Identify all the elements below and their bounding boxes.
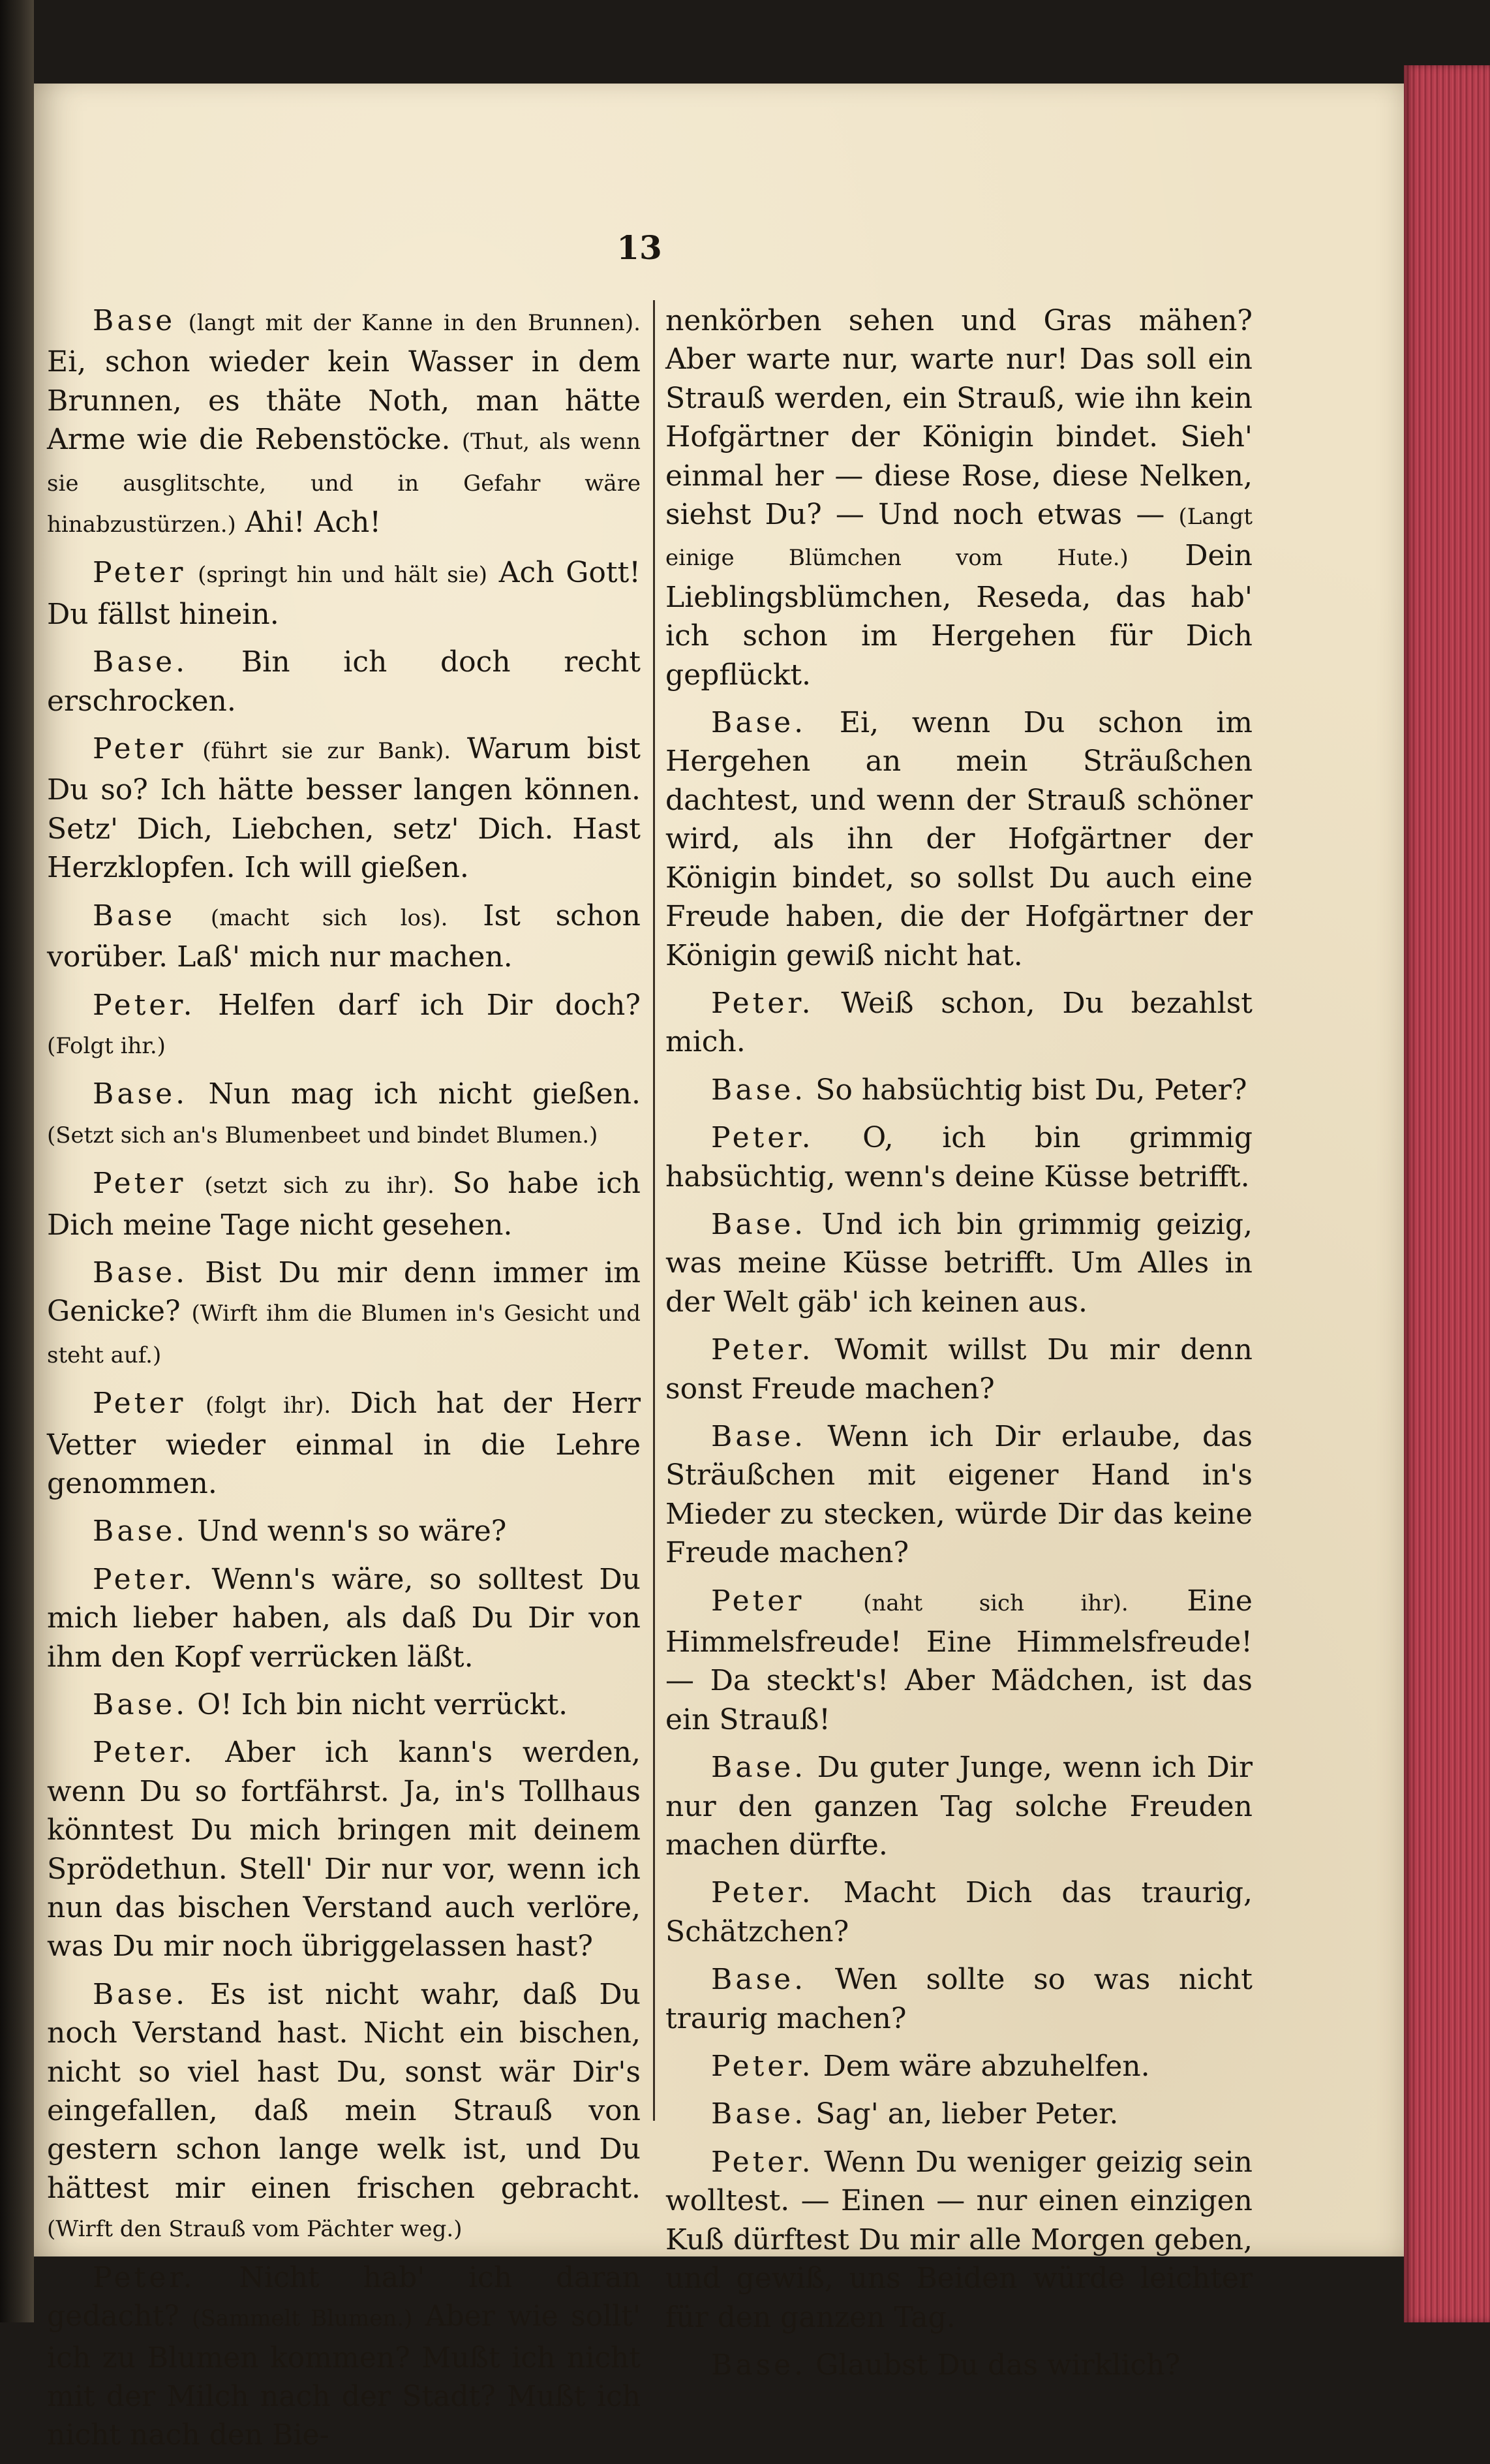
speaker-name: Base. [711, 1073, 807, 1107]
dialogue-text: Nicht hab' ich daran gedacht? [47, 2260, 641, 2333]
dialogue-paragraph [47, 1512, 641, 1550]
speaker-name: Peter. [711, 2050, 814, 2084]
speaker-name: Peter. [711, 1876, 814, 1910]
speaker-name: Base. [93, 1515, 189, 1548]
speaker-name: Peter. [93, 1736, 196, 1770]
dialogue-text: Womit willst Du mir denn sonst Freude machen? [665, 1333, 1253, 1406]
dialogue-text: So habsüchtig bist Du, Peter? [815, 1073, 1247, 1107]
speaker-name: Peter. [93, 2260, 196, 2294]
dialogue-paragraph [47, 986, 641, 1066]
stage-direction: (Wirft ihm die Blumen in's Gesicht und steht auf.) [47, 1301, 641, 1368]
dialogue-text: Du guter Junge, wenn ich Dir nur den ganzen Tag solche Freuden machen dürfte. [665, 1751, 1253, 1862]
speaker-name: Peter. [93, 1562, 196, 1596]
dialogue-paragraph [665, 1873, 1253, 1951]
dialogue-text: Weiß schon, Du bezahlst mich. [665, 986, 1253, 1059]
speaker-name: Peter. [711, 1121, 814, 1155]
dialogue-paragraph [665, 1205, 1253, 1321]
dialogue-paragraph [665, 1582, 1253, 1740]
dialogue-paragraph [665, 2143, 1253, 2337]
dialogue-paragraph [665, 1417, 1253, 1573]
stage-direction: (Wirft den Strauß vom Pächter weg.) [47, 2216, 463, 2243]
dialogue-text: Ei, wenn Du schon im Hergehen an mein Sträußchen dachtest, und wenn der Strauß schöner wird, als ihn der Hofgärtner der Königin bindet, so sollst Du auch eine Freude haben, die der Hofgärtner der Königin gewiß nicht hat. [665, 706, 1253, 972]
dialogue-paragraph [665, 2095, 1253, 2133]
speaker-name: Peter [93, 1387, 187, 1421]
dialogue-text: Dein Lieblingsblümchen, Reseda, das hab' ich schon im Hergehen für Dich gepflückt. [665, 539, 1253, 692]
dialogue-paragraph [665, 1071, 1253, 1109]
dialogue-paragraph [47, 1075, 641, 1155]
stage-direction: (springt hin und hält sie) [198, 562, 488, 589]
speaker-name: Base. [711, 706, 807, 740]
dialogue-paragraph [665, 1331, 1253, 1408]
speaker-name: Peter [711, 1584, 805, 1618]
column-divider [653, 300, 655, 2121]
dialogue-text: Warum bist Du so? Ich hätte besser langen können. Setz' Dich, Liebchen, setz' Dich. Hast Herzklopfen. Ich will gießen. [47, 732, 641, 885]
stage-direction: (führt sie zur Bank). [202, 738, 451, 765]
dialogue-paragraph [47, 897, 641, 977]
dialogue-paragraph [47, 1733, 641, 1965]
dialogue-paragraph [47, 1560, 641, 1676]
dialogue-text: Wen sollte so was nicht traurig machen? [665, 1963, 1253, 2035]
stage-direction: (Langt einige Blümchen vom Hute.) [665, 504, 1253, 572]
dialogue-paragraph [47, 730, 641, 887]
stage-direction: (folgt ihr). [205, 1393, 331, 1419]
dialogue-text: Und ich bin grimmig geizig, was meine Küsse betrifft. Um Alles in der Welt gäb' ich keinen aus. [665, 1207, 1253, 1319]
dialogue-paragraph [47, 643, 641, 720]
speaker-name: Peter [93, 732, 187, 766]
dialogue-paragraph [47, 1686, 641, 1724]
right-column [665, 301, 1253, 2394]
speaker-name: Base. [93, 645, 189, 679]
dialogue-text: Es ist nicht wahr, daß Du noch Verstand hast. Nicht ein bischen, nicht so viel hast Du, sonst wär Dir's eingefallen, daß mein Strauß von gestern schon lange welk ist, und Du hättest mir einen frischen gebracht. [47, 1977, 641, 2205]
dialogue-text: Wenn Du weniger geizig sein wolltest. — Einen — nur einen einzigen Kuß dürftest Du mir alle Morgen geben, und gewiß, uns Beiden würde leichter für den ganzen Tag. [665, 2145, 1253, 2334]
dialogue-paragraph [47, 2258, 641, 2455]
dialogue-text: Wenn ich Dir erlaube, das Sträußchen mit eigener Hand in's Mieder zu stecken, würde Dir das keine Freude machen? [665, 1419, 1253, 1570]
speaker-name: Peter. [711, 1333, 814, 1367]
speaker-name: Peter. [711, 2145, 814, 2179]
dialogue-paragraph [47, 1975, 641, 2249]
dialogue-text: Nun mag ich nicht gießen. [208, 1077, 641, 1111]
speaker-name: Base. [711, 1419, 807, 1453]
page-edges-red [1404, 65, 1490, 2322]
dialogue-paragraph [665, 1960, 1253, 2038]
dialogue-text: Ist schon vorüber. Laß' mich nur machen. [47, 899, 641, 974]
speaker-name: Base. [93, 1977, 189, 2011]
dialogue-text: nenkörben sehen und Gras mähen? Aber warte nur, warte nur! Das soll ein Strauß werden, ein Strauß, wie ihn kein Hofgärtner der Königin bindet. Sieh' einmal her — diese Rose, diese Nelken, siehst Du? — Und noch etwas — [665, 304, 1253, 532]
speaker-name: Peter. [93, 988, 196, 1022]
speaker-name: Base. [93, 1688, 189, 1721]
speaker-name: Peter. [711, 986, 814, 1020]
dialogue-text: Dich hat der Herr Vetter wieder einmal in die Lehre genommen. [47, 1387, 641, 1500]
dialogue-text: Aber ich kann's werden, wenn Du so fortfährst. Ja, in's Tollhaus könntest Du mich bringen mit deinem Sprödethun. Stell' Dir nur vor, wenn ich nun das bischen Verstand auch verlöre, was Du mir noch übriggelassen hast? [47, 1736, 641, 1964]
dialogue-text: Eine Himmelsfreude! Eine Himmelsfreude! — Da steckt's! Aber Mädchen, ist das ein Strauß! [665, 1584, 1253, 1736]
dialogue-text: Ahi! Ach! [245, 506, 382, 540]
dialogue-text: Sag' an, lieber Peter. [815, 2097, 1119, 2131]
dialogue-text: O, ich bin grimmig habsüchtig, wenn's deine Küsse betrifft. [665, 1121, 1253, 1194]
speaker-name: Peter [93, 556, 187, 590]
speaker-name: Base. [711, 1963, 807, 1997]
speaker-name: Base. [93, 1255, 189, 1289]
dialogue-text: Aber wie sollt' ich zu Blumen kommen? Mußt ich nicht mit der Milch nach der Stadt? Mußt ich nicht nach den Bie- [47, 2300, 641, 2452]
dialogue-paragraph [665, 1118, 1253, 1196]
stage-direction: (Setzt sich an's Blumenbeet und bindet Blumen.) [47, 1122, 598, 1148]
dialogue-text: Ei, schon wieder kein Wasser in dem Brunnen, es thäte Noth, man hätte Arme wie die Rebenstöcke. [47, 345, 641, 457]
dialogue-paragraph [665, 2047, 1253, 2086]
dialogue-paragraph [665, 703, 1253, 975]
stage-direction: (setzt sich zu ihr). [204, 1173, 434, 1199]
dialogue-paragraph [47, 553, 641, 634]
speaker-name: Base. [711, 1751, 807, 1785]
dialogue-paragraph [665, 2346, 1253, 2384]
dialogue-text: Macht Dich das traurig, Schätzchen? [665, 1876, 1253, 1948]
dialogue-paragraph [665, 984, 1253, 1062]
stage-direction: (Folgt ihr.) [47, 1032, 166, 1059]
page-number: 13 [616, 228, 662, 267]
stage-direction: (naht sich ihr). [863, 1590, 1129, 1616]
book-spine-shadow [0, 0, 34, 2322]
speaker-name: Peter [93, 1167, 187, 1201]
dialogue-paragraph [47, 301, 641, 544]
dialogue-text: Ach Gott! Du fällst hinein. [47, 556, 641, 631]
dialogue-paragraph [47, 1164, 641, 1244]
dialogue-text: Glaubst Du das wirklich? [815, 2348, 1181, 2382]
speaker-name: Base [93, 304, 176, 337]
speaker-name: Base. [711, 1207, 807, 1241]
dialogue-paragraph [665, 1748, 1253, 1864]
dialogue-text: Helfen darf ich Dir doch? [218, 988, 641, 1022]
speaker-name: Base. [93, 1077, 189, 1111]
dialogue-text: So habe ich Dich meine Tage nicht gesehen. [47, 1167, 641, 1242]
dialogue-text: Bist Du mir denn immer im Genicke? [47, 1255, 641, 1329]
speaker-name: Base. [711, 2348, 807, 2382]
speaker-name: Base [93, 899, 176, 932]
dialogue-text: Wenn's wäre, so solltest Du mich lieber haben, als daß Du Dir von ihm den Kopf verrücken läßt. [47, 1562, 641, 1674]
dialogue-text: O! Ich bin nicht verrückt. [197, 1688, 568, 1721]
dialogue-text: Dem wäre abzuhelfen. [823, 2050, 1150, 2084]
dialogue-text: Bin ich doch recht erschrocken. [47, 645, 641, 718]
stage-direction: (Thut, als wenn sie ausglitschte, und in Gefahr wäre hinabzustürzen.) [47, 429, 641, 538]
speaker-name: Base. [711, 2097, 807, 2131]
stage-direction: (macht sich los). [210, 904, 448, 931]
dialogue-text: Und wenn's so wäre? [197, 1515, 507, 1548]
dialogue-paragraph [47, 1384, 641, 1503]
stage-direction: (Sammelt Blumen.) [192, 2305, 413, 2332]
left-column [47, 301, 641, 2464]
dialogue-paragraph [47, 1254, 641, 1375]
stage-direction: (langt mit der Kanne in den Brunnen). [188, 310, 641, 336]
dialogue-paragraph [665, 301, 1253, 694]
